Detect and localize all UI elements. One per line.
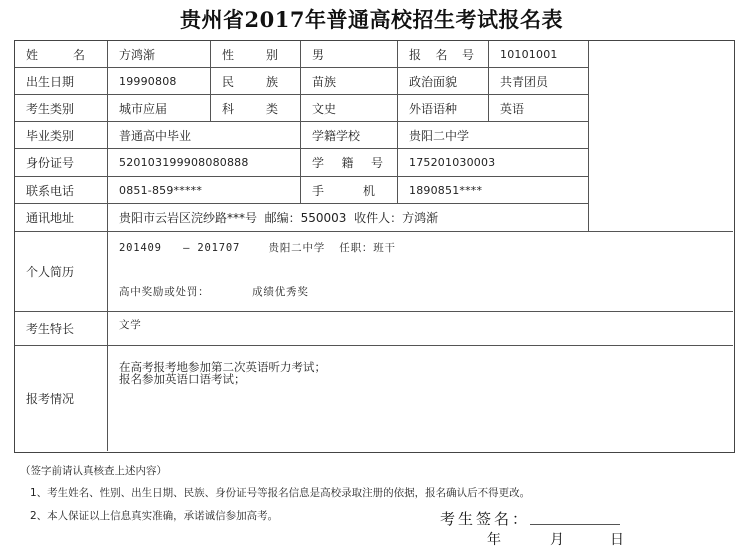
reg-no-label-char-1: 报 xyxy=(409,47,422,62)
signature-label: 考生签名： xyxy=(440,510,531,528)
category-field[interactable]: 城市应届 xyxy=(108,95,211,122)
student-no-label xyxy=(301,149,398,177)
resume-line-2: 高中奖励或处罚： 成绩优秀奖 xyxy=(119,286,309,298)
birth-field[interactable]: 19990808 xyxy=(108,68,211,95)
resume-line-1: 201409 – 201707 贵阳二中学 任职：班干 xyxy=(119,242,396,254)
id-no-label: 身份证号 xyxy=(15,149,108,177)
reg-no-label-char-3: 号 xyxy=(461,47,474,62)
birth-label: 出生日期 xyxy=(15,68,108,95)
date-year-label: 年 xyxy=(487,532,501,548)
mobile-label-char-1: 手 xyxy=(312,183,325,198)
application-line-1: 在高考报考地参加第二次英语听力考试； xyxy=(119,360,326,374)
language-label: 外语语种 xyxy=(398,95,489,122)
name-field[interactable]: 方鸿渐 xyxy=(108,41,211,68)
signature-line[interactable] xyxy=(530,524,620,525)
ethnicity-label-char-2: 族 xyxy=(265,74,278,89)
gender-label-char-1: 性 xyxy=(222,47,235,62)
ethnicity-label xyxy=(211,68,301,95)
address-label: 通讯地址 xyxy=(15,204,108,232)
mobile-label xyxy=(301,177,398,204)
subject-field[interactable]: 文史 xyxy=(301,95,398,122)
registration-form-table xyxy=(14,40,735,453)
address-field[interactable]: 贵阳市云岩区浣纱路***号 邮编：550003 收件人：方鸿渐 xyxy=(108,204,589,232)
student-no-label-char-1: 学 xyxy=(312,156,325,170)
resume-label: 个人简历 xyxy=(15,232,108,312)
resume-field[interactable] xyxy=(108,232,733,312)
subject-label xyxy=(211,95,301,122)
political-field[interactable]: 共青团员 xyxy=(489,68,589,95)
id-no-field[interactable]: 520103199908080888 xyxy=(108,149,301,177)
mobile-field[interactable]: 1890851**** xyxy=(398,177,589,204)
school-field[interactable]: 贵阳二中学 xyxy=(398,122,589,149)
name-label-char-1: 姓 xyxy=(26,47,39,62)
page-title: 贵州省2017年普通高校招生考试报名表 xyxy=(180,7,563,32)
gender-label-char-2: 别 xyxy=(265,47,278,62)
phone-field[interactable]: 0851-859***** xyxy=(108,177,301,204)
gender-label xyxy=(211,41,301,68)
specialty-label: 考生特长 xyxy=(15,312,108,346)
political-label: 政治面貌 xyxy=(398,68,489,95)
mobile-label-char-2: 机 xyxy=(362,183,375,198)
photo-area xyxy=(589,41,733,232)
language-field[interactable]: 英语 xyxy=(489,95,589,122)
application-label: 报考情况 xyxy=(15,346,108,451)
subject-label-char-2: 类 xyxy=(265,101,278,116)
school-label: 学籍学校 xyxy=(301,122,398,149)
application-line-2: 报名参加英语口语考试； xyxy=(119,372,246,386)
student-no-label-char-2: 籍 xyxy=(341,156,354,170)
subject-label-char-1: 科 xyxy=(222,101,235,116)
reg-no-field[interactable]: 10101001 xyxy=(489,41,589,68)
reg-no-label-char-2: 名 xyxy=(435,47,448,62)
specialty-field[interactable] xyxy=(108,312,733,346)
reg-no-label xyxy=(398,41,489,68)
name-label xyxy=(15,41,108,68)
gender-field[interactable]: 男 xyxy=(301,41,398,68)
student-no-field[interactable]: 175201030003 xyxy=(398,149,589,177)
ethnicity-field[interactable]: 苗族 xyxy=(301,68,398,95)
phone-label: 联系电话 xyxy=(15,177,108,204)
grad-type-label: 毕业类别 xyxy=(15,122,108,149)
name-label-char-2: 名 xyxy=(72,47,85,62)
date-day-label: 日 xyxy=(610,532,624,548)
application-field[interactable] xyxy=(108,346,733,451)
note-item-1: 1、考生姓名、性别、出生日期、民族、身份证号等报名信息是高校录取注册的依据，报名确认后不得更改。 xyxy=(30,487,531,499)
ethnicity-label-char-1: 民 xyxy=(222,74,235,89)
grad-type-field[interactable]: 普通高中毕业 xyxy=(108,122,301,149)
student-no-label-char-3: 号 xyxy=(370,156,383,170)
note-item-2: 2、本人保证以上信息真实准确，承诺诚信参加高考。 xyxy=(30,510,279,522)
specialty-value: 文学 xyxy=(119,319,142,331)
date-month-label: 月 xyxy=(550,532,564,548)
notes-header: （签字前请认真核查上述内容） xyxy=(20,465,167,477)
category-label: 考生类别 xyxy=(15,95,108,122)
